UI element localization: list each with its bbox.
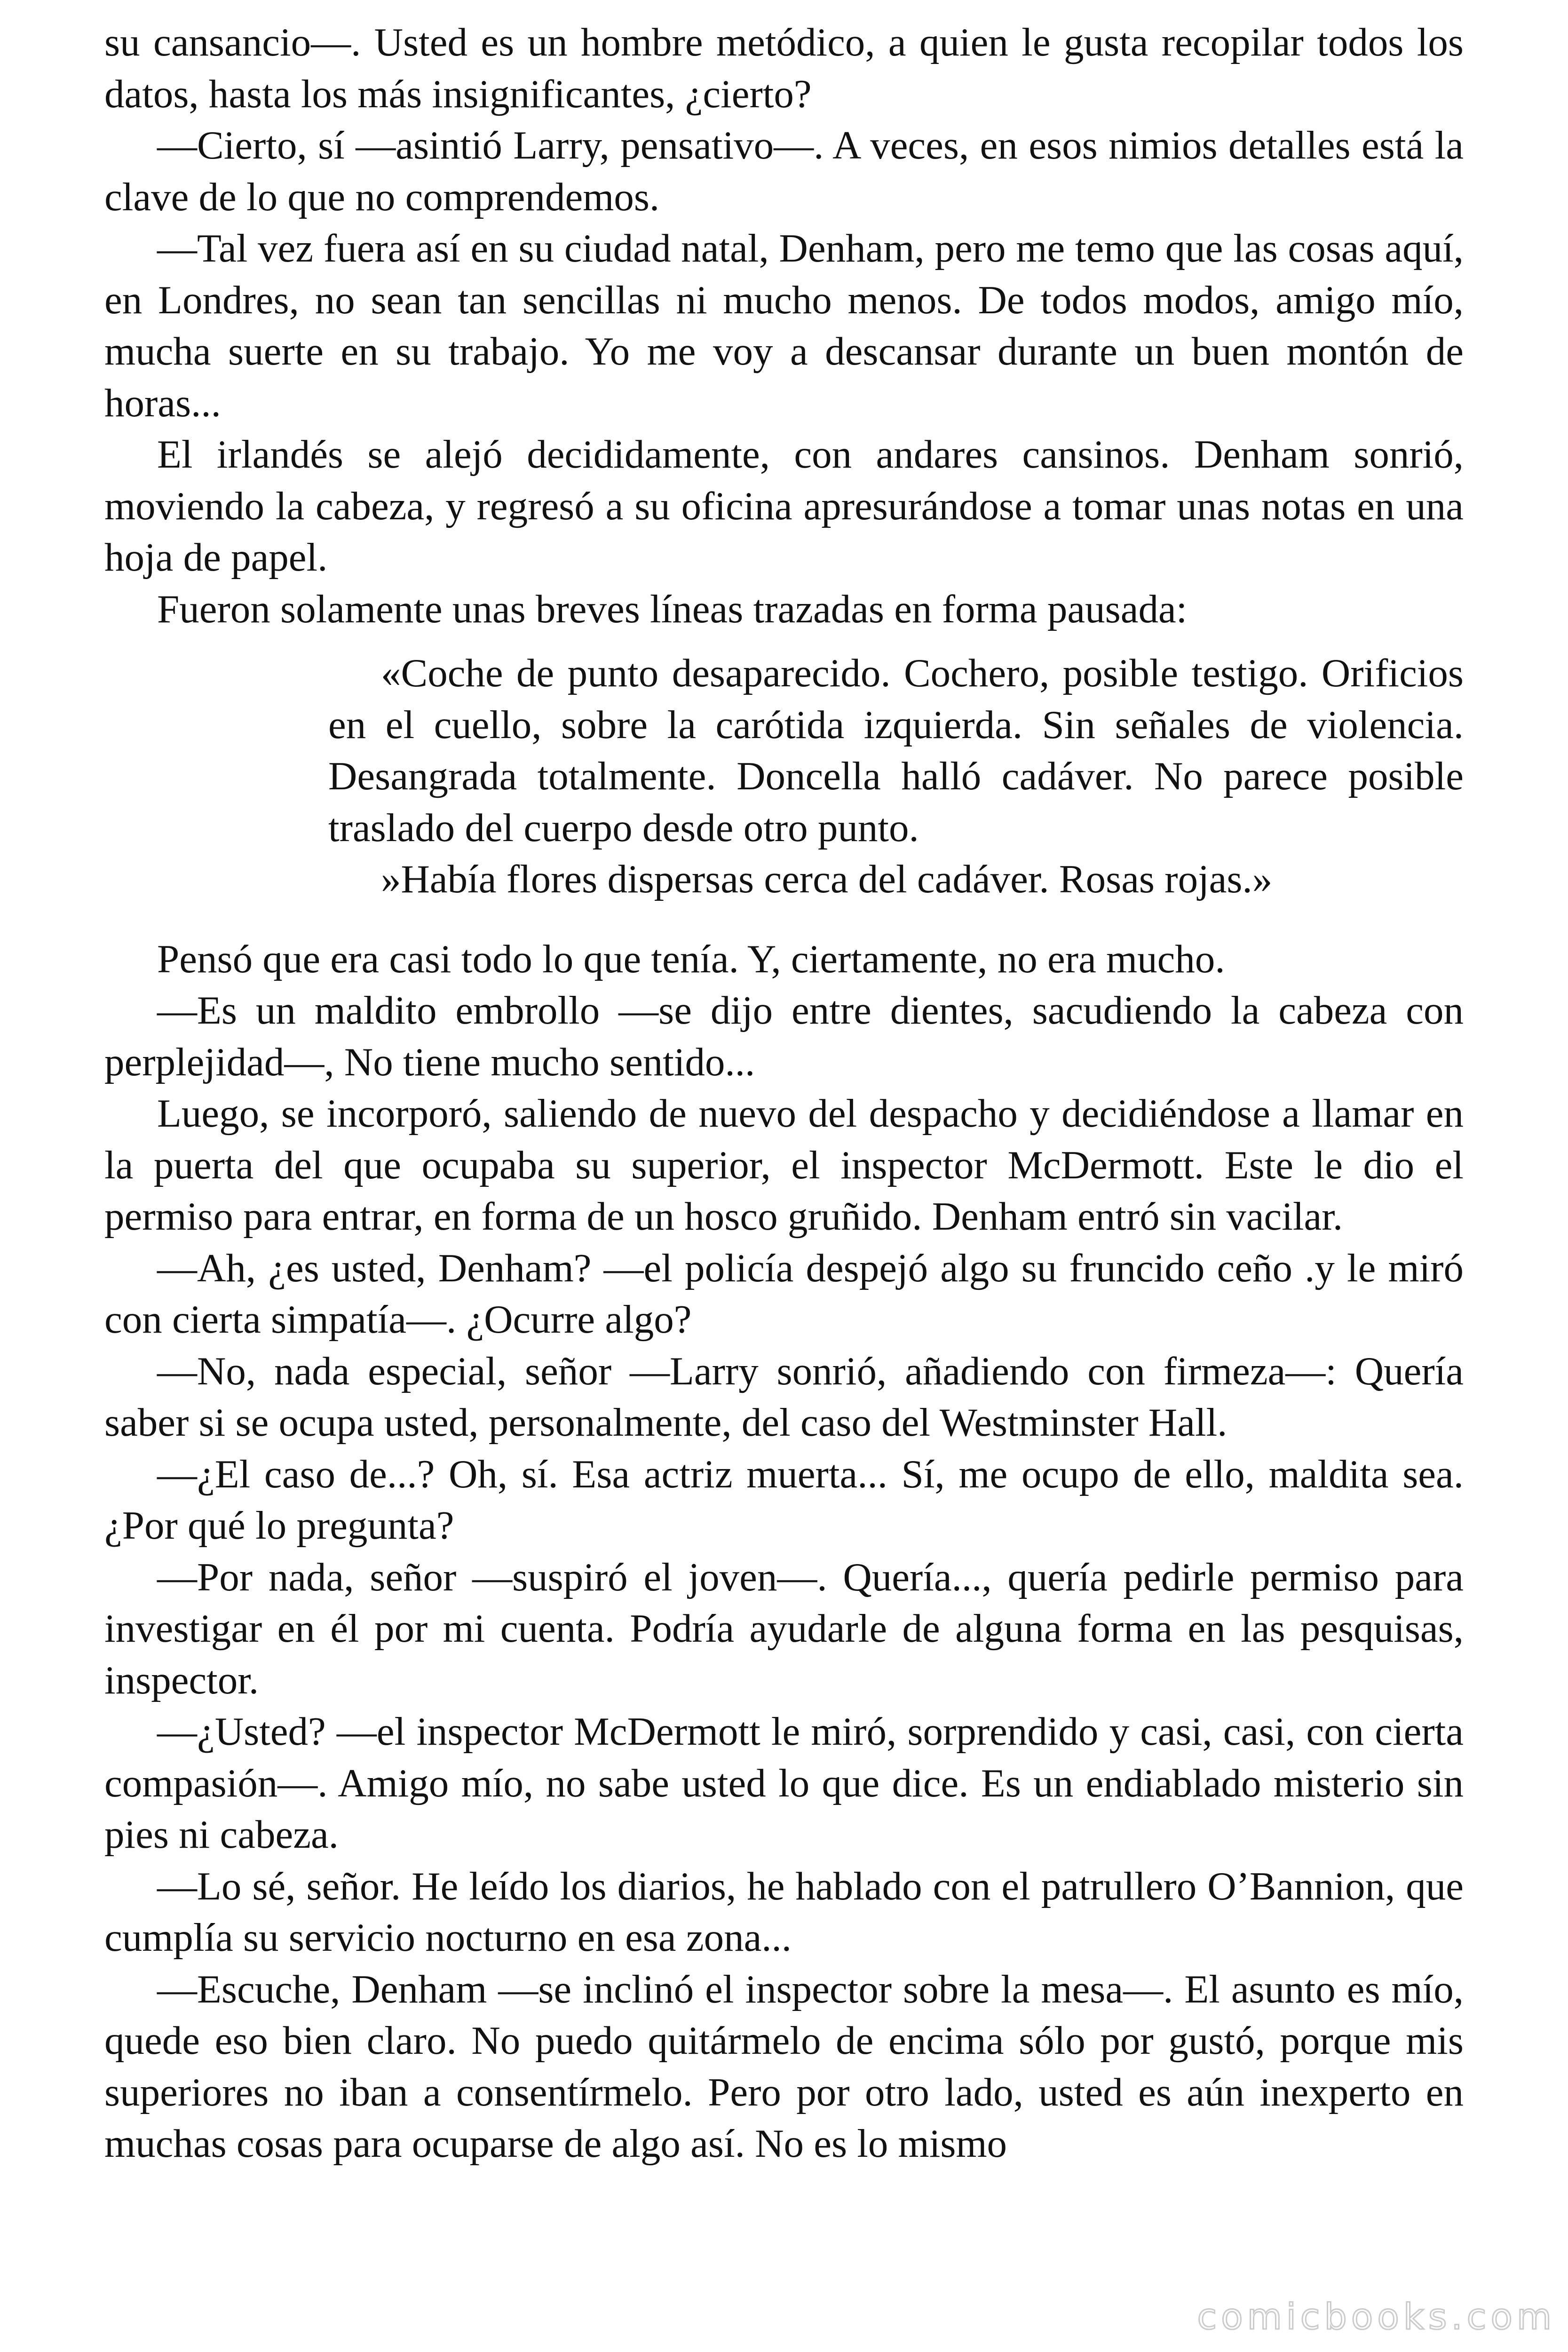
quoted-note-paragraph: »Había flores dispersas cerca del cadáver. Rosas rojas.» [381, 857, 1273, 901]
dialogue-paragraph: —¿Usted? —el inspector McDermott le miró, sorprendido y casi, casi, con cierta compasión—. Amigo mío, no sabe usted lo que dice. Es un endiablado misterio sin pies ni cabeza. [104, 1709, 1464, 1857]
dialogue-paragraph: —Cierto, sí —asintió Larry, pensativo—. A veces, en esos nimios detalles está la clave de lo que no comprendemos. [104, 123, 1464, 219]
narrative-paragraph: Luego, se incorporó, saliendo de nuevo del despacho y decidiéndose a llamar en la puerta del que ocupaba su superior, el inspector McDermott. Este le dio el permiso para entrar, en forma de un hosco gruñido. Denham entró sin vacilar. [104, 1091, 1464, 1239]
page-text-column [104, 17, 1464, 2170]
quoted-notes-block [328, 648, 1464, 906]
dialogue-paragraph: —Escuche, Denham —se inclinó el inspector sobre la mesa—. El asunto es mío, quede eso bien claro. No puedo quitármelo de encima sólo por gustó, porque mis superiores no iban a consentírmelo. Pero por otro lado, usted es aún inexperto en muchas cosas para ocuparse de algo así. No es lo mismo [104, 1967, 1464, 2166]
dialogue-paragraph: —Tal vez fuera así en su ciudad natal, Denham, pero me temo que las cosas aquí, en Londres, no sean tan sencillas ni mucho menos. De todos modos, amigo mío, mucha suerte en su trabajo. Yo me voy a descansar durante un buen montón de horas... [104, 226, 1464, 425]
dialogue-paragraph: —¿El caso de...? Oh, sí. Esa actriz muerta... Sí, me ocupo de ello, maldita sea. ¿Por qué lo pregunta? [104, 1452, 1464, 1548]
dialogue-paragraph: —Ah, ¿es usted, Denham? —el policía despejó algo su fruncido ceño .y le miró con cierta simpatía—. ¿Ocurre algo? [104, 1246, 1464, 1342]
dialogue-paragraph: —No, nada especial, señor —Larry sonrió, añadiendo con firmeza—: Quería saber si se ocupa usted, personalmente, del caso del Westminster Hall. [104, 1349, 1464, 1445]
dialogue-paragraph: —Es un maldito embrollo —se dijo entre dientes, sacudiendo la cabeza con perplejidad—, No tiene mucho sentido... [104, 988, 1464, 1084]
narrative-paragraph: Fueron solamente unas breves líneas trazadas en forma pausada: [157, 587, 1188, 631]
dialogue-paragraph: —Lo sé, señor. He leído los diarios, he hablado con el patrullero O’Bannion, que cumplía su servicio nocturno en esa zona... [104, 1864, 1464, 1960]
quoted-note-paragraph: «Coche de punto desaparecido. Cochero, posible testigo. Orificios en el cuello, sobre la carótida izquierda. Sin señales de violencia. Desangrada totalmente. Doncella halló cadáver. No parece posible traslado del cuerpo desde otro punto. [328, 651, 1464, 850]
watermark: comicbooks.com [1197, 2296, 1556, 2337]
dialogue-paragraph: —Por nada, señor —suspiró el joven—. Quería..., quería pedirle permiso para investigar en él por mi cuenta. Podría ayudarle de alguna forma en las pesquisas, inspector. [104, 1555, 1464, 1702]
narrative-paragraph: Pensó que era casi todo lo que tenía. Y, ciertamente, no era mucho. [157, 937, 1225, 981]
narrative-paragraph: El irlandés se alejó decididamente, con andares cansinos. Denham sonrió, moviendo la cabeza, y regresó a su oficina apresurándose a tomar unas notas en una hoja de papel. [104, 432, 1464, 580]
paragraph-continuation: su cansancio—. Usted es un hombre metódico, a quien le gusta recopilar todos los datos, hasta los más insignificantes, ¿cierto? [104, 20, 1464, 116]
